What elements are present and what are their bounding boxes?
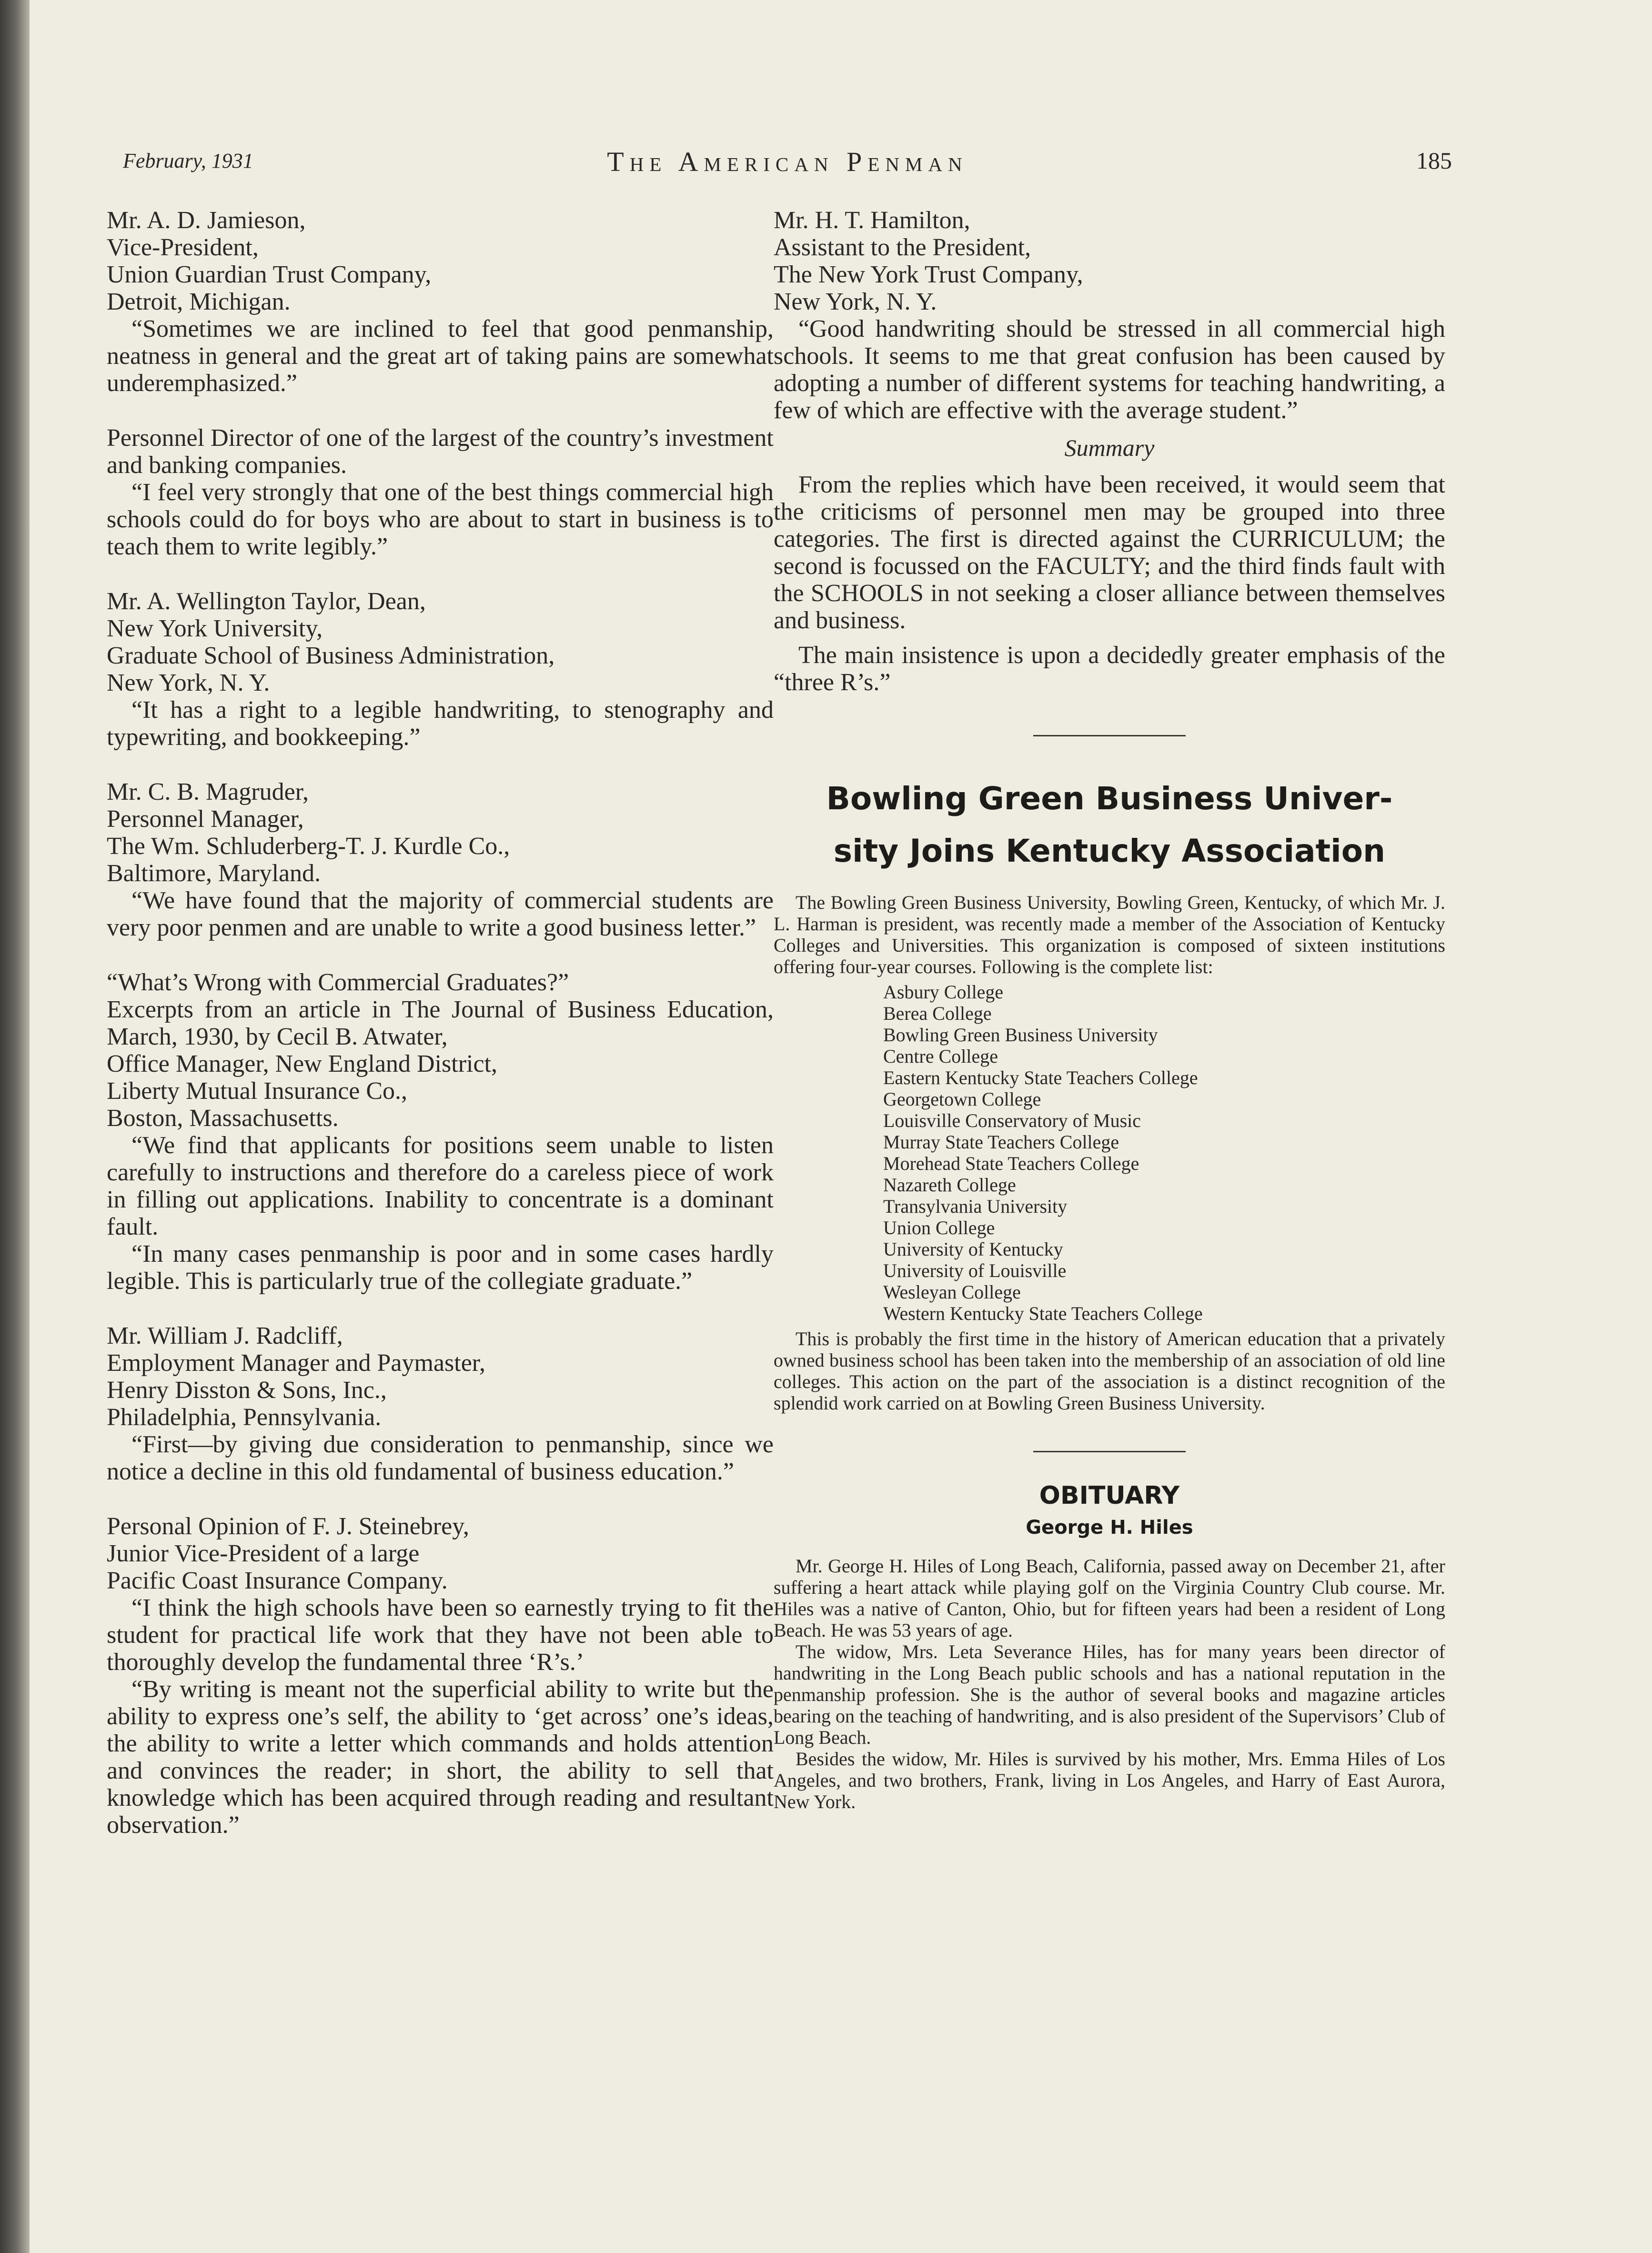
quote-paragraph: “I think the high schools have been so earnestly trying to fit the student for practical life work that they have not been able to thoroughly develop the fundamental three ‘R’s.’ [107, 1594, 774, 1676]
quote-paragraph: “I feel very strongly that one of the best things commercial high schools could do for boys who are about to start in business is to teach them to write legibly.” [107, 479, 774, 560]
section-divider [1033, 1451, 1186, 1452]
list-item: Union College [883, 1217, 995, 1238]
list-item: Eastern Kentucky State Teachers College [883, 1067, 1198, 1088]
attribution-line: Graduate School of Business Administration, [107, 642, 555, 669]
attribution-line: “What’s Wrong with Commercial Graduates?” [107, 969, 569, 996]
quote-paragraph: “Sometimes we are inclined to feel that good penmanship, neatness in general and the great art of taking pains are somewhat underemphasized.” [107, 315, 774, 397]
summary-paragraph: The main insistence is upon a decidedly greater emphasis of the “three R’s.” [774, 642, 1445, 696]
attribution-line: Boston, Massachusetts. [107, 1105, 339, 1132]
quote-paragraph: “We have found that the majority of commercial students are very poor penmen and are unable to write a good business letter.” [107, 887, 774, 941]
attribution-line: Office Manager, New England District, [107, 1050, 498, 1077]
list-item: Murray State Teachers College [883, 1131, 1119, 1153]
attribution-line: Henry Disston & Sons, Inc., [107, 1377, 387, 1404]
obituary-paragraph: Mr. George H. Hiles of Long Beach, California, passed away on December 21, after suffering a heart attack while playing golf on the Virginia Country Club course. Mr. Hiles was a native of Canton, Ohio, but for fifteen years had been a resident of Long Beach. He was 53 years of age. [774, 1555, 1445, 1641]
obituary-title: OBITUARY [1039, 1481, 1180, 1510]
attribution-line: The New York Trust Company, [774, 261, 1083, 288]
attribution-line: Excerpts from an article in The Journal of Business Education, March, 1930, by Cecil B. Atwater, [107, 996, 774, 1050]
book-binding-edge [0, 0, 30, 2253]
magazine-title: The American Penman [607, 146, 968, 177]
list-item: University of Kentucky [883, 1238, 1063, 1260]
running-head [123, 146, 1452, 184]
article-bowling-green [774, 773, 1445, 1414]
letter-radcliff [107, 1322, 774, 1485]
attribution-line: Mr. William J. Radcliff, [107, 1322, 343, 1349]
quote-paragraph: “We find that applicants for positions seem unable to listen carefully to instructions and therefore do a careless piece of work in filling out applications. Inability to concentrate is a dominant fault. [107, 1132, 774, 1240]
attribution-line: Philadelphia, Pennsylvania. [107, 1404, 382, 1431]
article-intro: The Bowling Green Business University, Bowling Green, Kentucky, of which Mr. J. L. Harman is president, was recently made a member of the Association of Kentucky Colleges and Universities. This organization is composed of sixteen institutions offering four-year courses. Following is the complete list: [774, 892, 1445, 977]
list-item: Nazareth College [883, 1174, 1016, 1196]
list-item: Louisville Conservatory of Music [883, 1110, 1141, 1131]
attribution-line: Mr. A. D. Jamieson, [107, 207, 306, 234]
letter-jamieson [107, 207, 774, 397]
summary-paragraph: From the replies which have been received, it would seem that the criticisms of personnel men may be grouped into three categories. The first is directed against the CURRICULUM; the second is focussed on the FACULTY; and the third finds fault with the SCHOOLS in not seeking a closer alliance between themselves and business. [774, 471, 1445, 634]
attribution-line: New York University, [107, 615, 323, 642]
letter-hamilton [774, 207, 1445, 424]
obituary-section [774, 1481, 1445, 1812]
list-item: Wesleyan College [883, 1281, 1021, 1303]
attribution-line: Mr. H. T. Hamilton, [774, 207, 970, 234]
quote-paragraph: “By writing is meant not the superficial ability to write but the ability to express one’s self, the ability to ‘get across’ one’s ideas, the ability to write a letter which commands and holds attention and convinces the reader; in short, the ability to sell that knowledge which has been acquired through reading and resultant observation.” [107, 1676, 774, 1839]
quote-paragraph: “First—by giving due consideration to penmanship, since we notice a decline in this old fundamental of business education.” [107, 1431, 774, 1485]
article-closing: This is probably the first time in the history of American education that a privately owned business school has been taken into the membership of an association of old line colleges. This action on the part of the association is a distinct recognition of the splendid work carried on at Bowling Green Business University. [774, 1328, 1445, 1414]
attribution-line: Liberty Mutual Insurance Co., [107, 1077, 408, 1105]
quote-paragraph: “In many cases penmanship is poor and in some cases hardly legible. This is particularly true of the collegiate graduate.” [107, 1240, 774, 1295]
list-item: Asbury College [883, 981, 1004, 1003]
obituary-paragraph: Besides the widow, Mr. Hiles is survived by his mother, Mrs. Emma Hiles of Los Angeles, and two brothers, Frank, living in Los Angeles, and Harry of East Aurora, New York. [774, 1748, 1445, 1812]
obituary-paragraph: The widow, Mrs. Leta Severance Hiles, has for many years been director of handwriting in the Long Beach public schools and has a national reputation in the penmanship profession. She is the author of several books and magazine articles bearing on the teaching of handwriting, and is also president of the Supervisors’ Club of Long Beach. [774, 1641, 1445, 1748]
obituary-subtitle: George H. Hiles [1026, 1517, 1193, 1539]
list-item: Centre College [883, 1046, 998, 1067]
attribution-line: Vice-President, [107, 234, 259, 261]
summary-heading: Summary [1064, 434, 1155, 461]
left-column [107, 207, 774, 1839]
attribution-line: Mr. A. Wellington Taylor, Dean, [107, 588, 426, 615]
letter-taylor [107, 588, 774, 751]
letter-personnel-director [107, 424, 774, 560]
issue-date: February, 1931 [123, 149, 253, 172]
college-list [883, 981, 1445, 1324]
letter-steinebrey [107, 1513, 774, 1839]
attribution-line: The Wm. Schluderberg-T. J. Kurdle Co., [107, 833, 510, 860]
letter-magruder [107, 778, 774, 941]
section-divider [1033, 735, 1186, 736]
article-headline-line: sity Joins Kentucky Association [833, 833, 1386, 869]
attribution-line: Assistant to the President, [774, 234, 1031, 261]
attribution-line: New York, N. Y. [107, 669, 270, 696]
attribution-line: Pacific Coast Insurance Company. [107, 1567, 448, 1594]
summary-section [774, 471, 1445, 696]
attribution-line: Junior Vice-President of a large [107, 1540, 420, 1567]
page-number: 185 [1416, 147, 1452, 174]
list-item: Western Kentucky State Teachers College [883, 1303, 1203, 1324]
attribution-line: Baltimore, Maryland. [107, 860, 321, 887]
attribution-line: Union Guardian Trust Company, [107, 261, 432, 288]
article-excerpt-atwater [107, 969, 774, 1295]
attribution-line: Mr. C. B. Magruder, [107, 778, 309, 805]
attribution-line: Personal Opinion of F. J. Steinebrey, [107, 1513, 469, 1540]
list-item: Berea College [883, 1003, 992, 1024]
quote-paragraph: “Good handwriting should be stressed in all commercial high schools. It seems to me that great confusion has been caused by adopting a number of different systems for teaching handwriting, a few of which are effective with the average student.” [774, 315, 1445, 424]
list-item: Transylvania University [883, 1196, 1068, 1217]
right-column [774, 207, 1445, 1812]
magazine-page [30, 0, 1652, 2253]
list-item: Georgetown College [883, 1088, 1041, 1110]
article-headline-line: Bowling Green Business Univer- [826, 780, 1393, 817]
attribution-line: Employment Manager and Paymaster, [107, 1349, 486, 1377]
quote-paragraph: “It has a right to a legible handwriting, to stenography and typewriting, and bookkeeping.” [107, 696, 774, 751]
attribution-line: Detroit, Michigan. [107, 288, 291, 315]
attribution-line: New York, N. Y. [774, 288, 937, 315]
list-item: University of Louisville [883, 1260, 1067, 1281]
attribution-line: Personnel Manager, [107, 805, 304, 833]
list-item: Morehead State Teachers College [883, 1153, 1139, 1174]
list-item: Bowling Green Business University [883, 1024, 1158, 1046]
attribution-line: Personnel Director of one of the largest of the country’s investment and banking companies. [107, 424, 774, 479]
